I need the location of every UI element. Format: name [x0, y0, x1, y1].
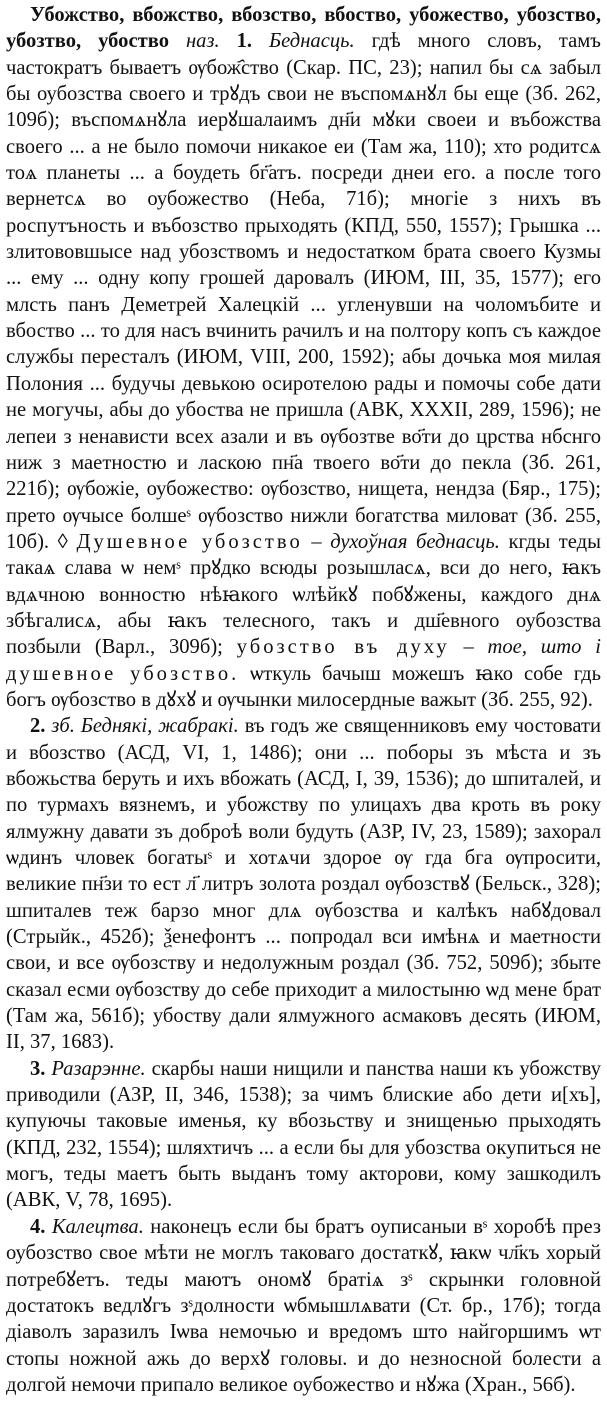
sense-number: 1.	[236, 30, 253, 53]
sense-gloss: Разарэнне.	[51, 1057, 146, 1080]
part-of-speech: наз.	[185, 30, 220, 53]
sense-citations: гдѣ много словъ, тамъ частократъ бываетъ ѹбож҄ство (Скар. ПС, 23); напил бы сѧ забыл бы оубозства своего и трꙋдъ свои не въспомѧнꙋл бы еще (Зб. 262, 109б); въспомѧнꙋла иерꙋшалаимъ дн҃и мꙋки своеи и въбожства своего ... а не было помочи никакое еи (Там жа, 110); хто родитсѧ тоѧ планеты ... а боудеть бг҃атъ. посреди днеи его. а после того вернетсѧ во оубожество (Неба, 71б); многіе з нихъ въ роспутъность и въбозство прыходять (КПД, 550, 1557); Грышка ... злитововшысе над убозствомъ и недостатком брата своего Кузмы ... ему ... одну копу грошей даровалъ (ИЮМ, III, 35, 1577); его млсть панъ Деметрей Халецкій ... угленувши на чоломъбите и вбоство ... то для насъ вчинить рачилъ и на полтору копъ съ каждое службы пересталъ (ИЮМ, VIII, 200, 1592); абы дочька моя милая Полония ... будучы девькою осиротелою рады и помочы собе дати не могучы, абы до убоства не пришла (АВК, XXXII, 289, 1596); не лепеи з ненависти всех азали и въ ѹбозтве во҃ти до црства нбснго ниж з маетностю и ласкою пн҃а твоего во҃ти до пекла (Зб. 261, 221б); ѹбожіе, оубожество: ѹбозство, нищета, нендза (Бяр., 175); прето ѹчысе болшеˢ ѹбозство нижли богатства миловат (Зб. 255, 10б).	[6, 30, 601, 553]
sense-gloss: Беднасць.	[269, 30, 355, 53]
entry-headword: Убожство, вбожство, вбозство, вбоство, убожество, убозство, убозтво, убоство	[6, 4, 601, 53]
sense-gloss: зб. Беднякі, жабракі.	[51, 715, 239, 738]
phrase2-headword: убозство въ духу	[236, 636, 450, 659]
dictionary-entry-sense-4	[6, 1214, 601, 1398]
dictionary-entry-sense-2	[6, 713, 601, 1055]
sense-gloss: Калецтва.	[51, 1215, 144, 1238]
dictionary-entry-sense-3	[6, 1056, 601, 1214]
sense-citations: въ годъ же священниковъ ему чостовати и вбозство (АСД, VI, 1, 1486); они ... поборы зъ мѣста и зъ вбожьства беруть и ихъ вбожать (АСД, I, 39, 1536); до шпиталей, и по турмахъ вязнемъ, и убожству по улицахъ два кроть въ року ялмужну давати зъ доброѣ воли будуть (АЗР, IV, 23, 1589); захорал ѡдинъ чловек богатыˢ и хотѧчи здорое ѹ гда бга ѹпросити, великие пн҃зи то ест л҃ литръ золота роздал ѹбозствꙋ (Бельск., 328); шпиталев теж барзо мног длѧ ѹбозства и калѣкъ набꙋдовал (Стрыйк., 452б); ѯенефонтъ ... попродал вси имѣнѧ и маетности свои, и все ѹбозству и недолужным роздал (Зб. 752, 509б); збыте сказал есми ѹбозству до себе приходит а милостыню ѡд мене брат (Там жа, 561б); убоству дали ялмужного асмаковъ десять (ИЮМ, II, 37, 1683).	[6, 715, 601, 1054]
phrase-citations: кгды теды такаѧ слава ѡ немˢ прꙋдко всюды розышласѧ, вси до него, ꙗкъ вдѧчною вонностю нѣꙗкого ѡлѣйкꙋ побꙋжены, каждого днѧ збѣгалисѧ, абы ꙗкъ телесного, такъ и дш҃евного оубозства позбыли (Варл., 309б);	[6, 530, 601, 659]
phrase2-citations: ѡткуль бачыш можешъ ꙗко собе гдь богъ ѹбозство в дꙋхꙋ и ѹчынки милосердные важыт (Зб. 255, 92).	[6, 662, 601, 711]
dictionary-entry-sense-1	[6, 2, 601, 713]
phrase-marker: ◊	[57, 530, 68, 553]
sense-number: 2.	[30, 715, 46, 738]
phrase2-gloss: тое, што і	[487, 636, 601, 659]
phrase-dash: –	[311, 530, 322, 553]
sense-citations: скарбы наши нищили и панства наши къ убожству приводили (АЗР, II, 346, 1538); за чимъ блиские або дети и[хъ], купуючы таковые именья, ку вбозьству и знищенью прыходять (КПД, 232, 1554); шляхтичъ ... а если бы для убозства окупиться не могъ, теды маетъ быть выданъ тому акторови, кому зашкодилъ (АВК, V, 78, 1695).	[6, 1057, 601, 1212]
sense-number: 3.	[30, 1057, 46, 1080]
sense-citations: наконецъ если бы братъ оуписаныи вˢ хоробѣ през оубозство свое мѣти не моглъ таковаго достаткꙋ, ꙗкѡ чл҃къ хорый потребꙋетъ. теды маютъ ономꙋ братіѧ зˢ скрынки головной достатокъ ведлꙋгъ зˢдолности ѡбмышлѧвати (Ст. бр., 17б); тогда діаволъ заразилъ Іѡва немочью и вредомъ што найгоршимъ ѡт стопы ножной ажь до верхꙋ головы. и до незносной болести а долгой немочи припало великое оубожество и нꙋжа (Хран., 56б).	[6, 1215, 602, 1396]
phrase2-dash: –	[463, 636, 474, 659]
phrase-headword: Душевное убозство	[76, 530, 303, 553]
phrase-gloss: духоўная беднасць.	[330, 530, 500, 553]
phrase2-ref: душевное убозство.	[6, 662, 240, 685]
sense-number: 4.	[30, 1215, 46, 1238]
